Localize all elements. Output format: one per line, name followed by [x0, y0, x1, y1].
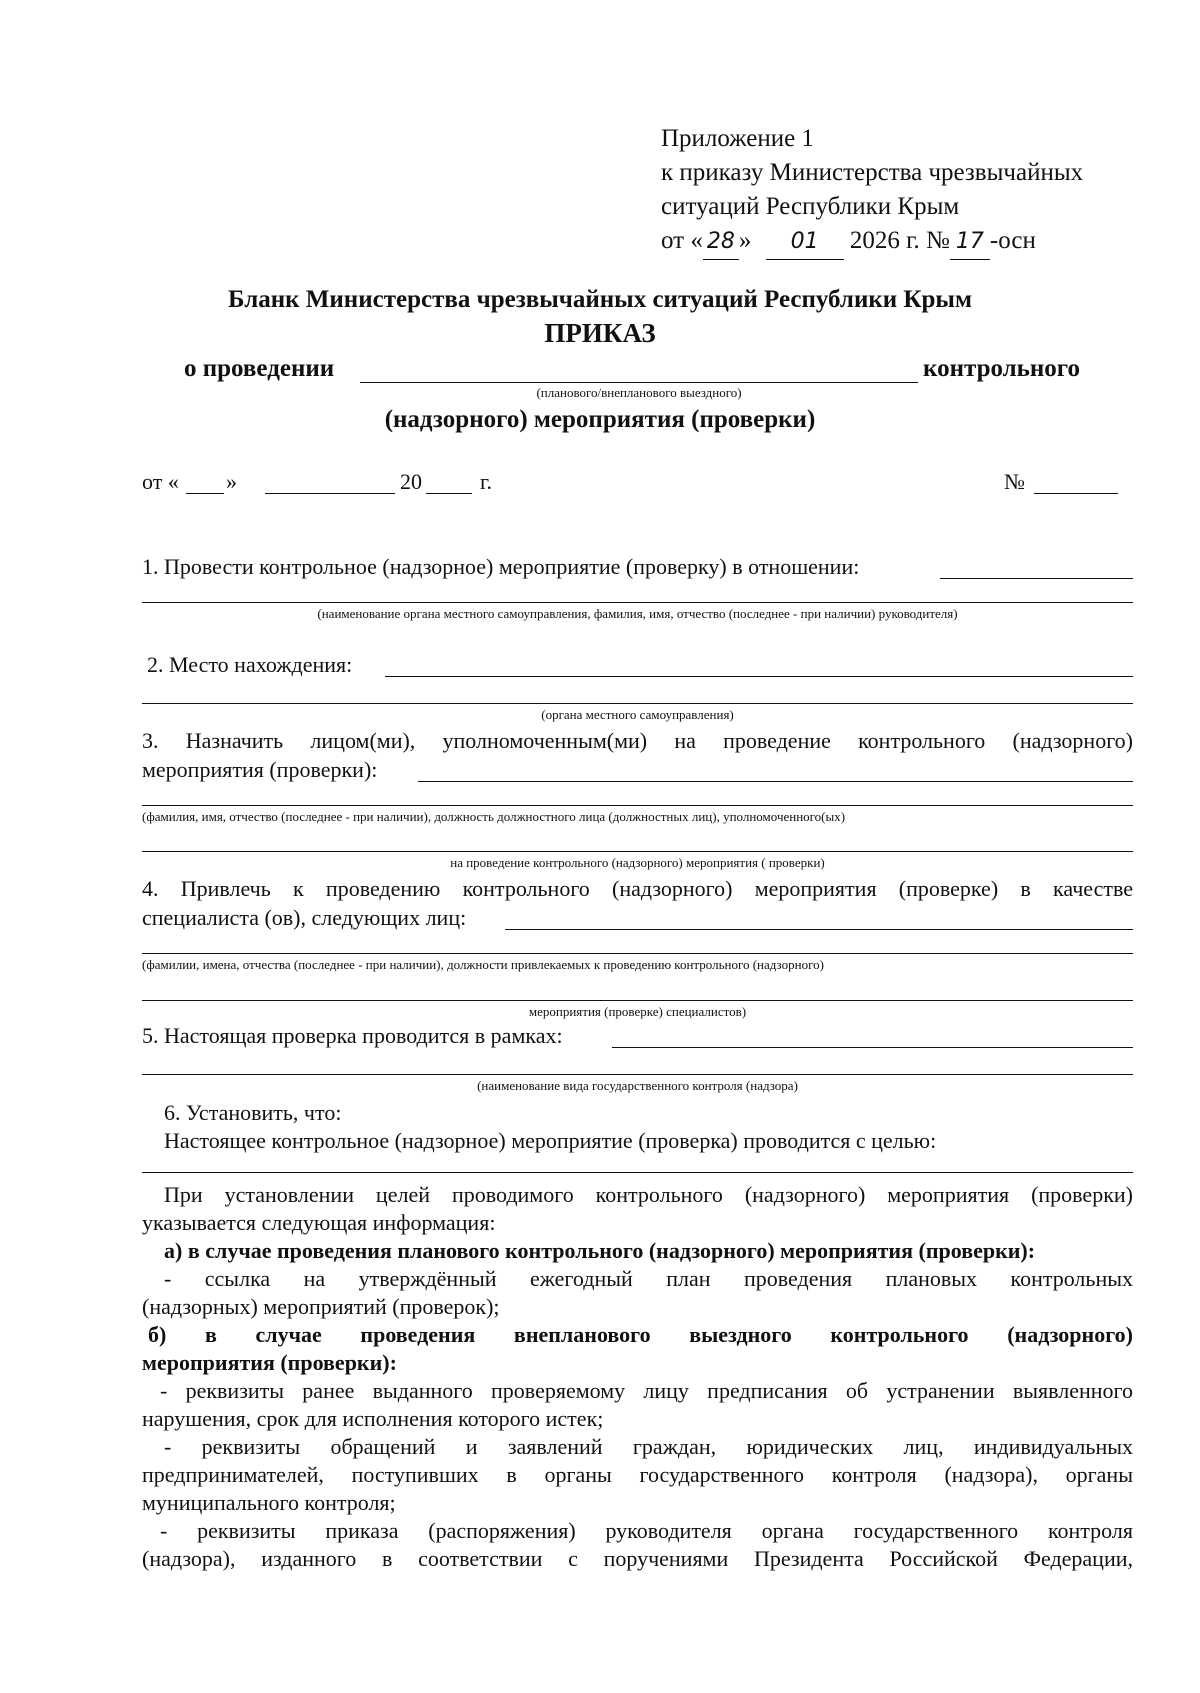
item-4-caption-2: мероприятия (проверке) специалистов): [528, 1004, 747, 1019]
annex-line-1: Приложение 1: [661, 125, 814, 152]
goals-b2-line-2: предпринимателей, поступивших в органы государственного контроля (надзора), органы: [142, 1462, 1133, 1487]
item-3-field-c[interactable]: [142, 851, 1133, 852]
goals-a-line-1: - ссылка на утверждённый ежегодный план проведения плановых контрольных: [164, 1266, 1133, 1291]
item-6-line-2: Настоящее контрольное (надзорное) мероприятие (проверка) проводится с целью:: [164, 1128, 937, 1153]
item-1-caption: (наименование органа местного самоуправления, фамилия, имя, отчество (последнее - при наличии) руководителя): [317, 606, 958, 621]
item-4-field-b[interactable]: [142, 953, 1133, 954]
date-year-field[interactable]: [426, 493, 472, 494]
blank-title: Бланк Министерства чрезвычайных ситуаций Республики Крым: [228, 286, 972, 313]
goals-a-line-2: (надзорных) мероприятий (проверок);: [142, 1294, 500, 1319]
goals-intro-1: При установлении целей проводимого контрольного (надзорного) мероприятия (проверки): [164, 1182, 1133, 1207]
date-year-suffix: г.: [480, 469, 493, 494]
date-month-field[interactable]: [265, 493, 395, 494]
annex-month: 01: [790, 229, 819, 254]
item-1-text: 1. Провести контрольное (надзорное) мероприятие (проверку) в отношении:: [142, 554, 860, 579]
annex-line-3: ситуаций Республики Крым: [661, 193, 960, 220]
annex-line-2: к приказу Министерства чрезвычайных: [661, 159, 1084, 186]
goals-b2-line-3: муниципального контроля;: [142, 1490, 396, 1515]
item-3-field-a[interactable]: [418, 781, 1133, 782]
annex-day: 28: [706, 229, 735, 254]
item-3-line-1: 3. Назначить лицом(ми), уполномоченным(ми) на проведение контрольного (надзорного): [142, 728, 1133, 753]
goals-b-title-1: б) в случае проведения внепланового выездного контрольного (надзорного): [148, 1322, 1133, 1347]
subject-caption: (планового/внепланового выездного): [536, 385, 742, 400]
goals-b1-line-2: нарушения, срок для исполнения которого истек;: [142, 1406, 604, 1431]
goals-intro-2: указывается следующая информация:: [142, 1210, 496, 1235]
annex-date-mid: »: [738, 227, 752, 254]
annex-date-prefix: от «: [661, 227, 703, 254]
item-3-caption-2: на проведение контрольного (надзорного) мероприятия ( проверки): [450, 855, 825, 870]
goals-a-title: а) в случае проведения планового контрольного (надзорного) мероприятия (проверки):: [164, 1238, 1036, 1263]
subject-line-2: (надзорного) мероприятия (проверки): [384, 406, 816, 433]
annex-suffix: -осн: [989, 227, 1036, 254]
item-3-field-b[interactable]: [142, 805, 1133, 806]
date-close: »: [226, 469, 237, 494]
item-5-field-b[interactable]: [142, 1074, 1133, 1075]
item-5-field-a[interactable]: [612, 1047, 1133, 1048]
date-from: от «: [142, 469, 179, 494]
item-2-text: 2. Место нахождения:: [147, 652, 353, 677]
item-6-field[interactable]: [142, 1172, 1133, 1173]
subject-left: о проведении: [184, 355, 335, 382]
item-4-line-2: специалиста (ов), следующих лиц:: [142, 905, 467, 930]
annex-date-line: [661, 224, 1083, 260]
item-4-caption-1: (фамилии, имена, отчества (последнее - при наличии), должности привлекаемых к проведению контрольного (надзорного): [142, 957, 824, 972]
item-2-field-a[interactable]: [385, 676, 1133, 677]
date-century: 20: [400, 469, 422, 494]
item-3-line-2: мероприятия (проверки):: [142, 757, 378, 782]
item-3-caption-1: (фамилия, имя, отчество (последнее - при наличии), должность должностного лица (должностных лиц), уполномоченного(ых): [142, 809, 846, 824]
item-1-field-a[interactable]: [940, 578, 1133, 579]
item-5-text: 5. Настоящая проверка проводится в рамках:: [142, 1023, 563, 1048]
order-number-field[interactable]: [1034, 493, 1118, 494]
item-6-line-1: 6. Установить, что:: [164, 1100, 342, 1125]
order-title: ПРИКАЗ: [544, 318, 656, 348]
subject-right: контрольного: [923, 355, 1081, 382]
item-2-caption: (органа местного самоуправления): [541, 707, 734, 722]
goals-b1-line-1: - реквизиты ранее выданного проверяемому лицу предписания об устранении выявленного: [160, 1378, 1133, 1403]
item-4-line-1: 4. Привлечь к проведению контрольного (надзорного) мероприятия (проверке) в качестве: [142, 876, 1133, 901]
number-sign: №: [1004, 469, 1025, 494]
item-2-field-b[interactable]: [142, 703, 1133, 704]
item-1-field-b[interactable]: [142, 602, 1133, 603]
goals-b3-line-2: (надзора), изданного в соответствии с поручениями Президента Российской Федерации,: [142, 1546, 1133, 1571]
annex-block: [661, 122, 1083, 260]
item-5-caption: (наименование вида государственного контроля (надзора): [477, 1078, 798, 1093]
goals-b2-line-1: - реквизиты обращений и заявлений граждан, юридических лиц, индивидуальных: [164, 1434, 1133, 1459]
annex-number: 17: [955, 229, 984, 254]
annex-year: 2026 г. №: [849, 227, 950, 254]
subject-fill-line[interactable]: [360, 382, 918, 383]
item-4-field-a[interactable]: [505, 929, 1133, 930]
date-day-field[interactable]: [186, 493, 224, 494]
goals-b-title-2: мероприятия (проверки):: [142, 1350, 397, 1375]
item-4-field-c[interactable]: [142, 1000, 1133, 1001]
goals-b3-line-1: - реквизиты приказа (распоряжения) руководителя органа государственного контроля: [160, 1518, 1133, 1543]
